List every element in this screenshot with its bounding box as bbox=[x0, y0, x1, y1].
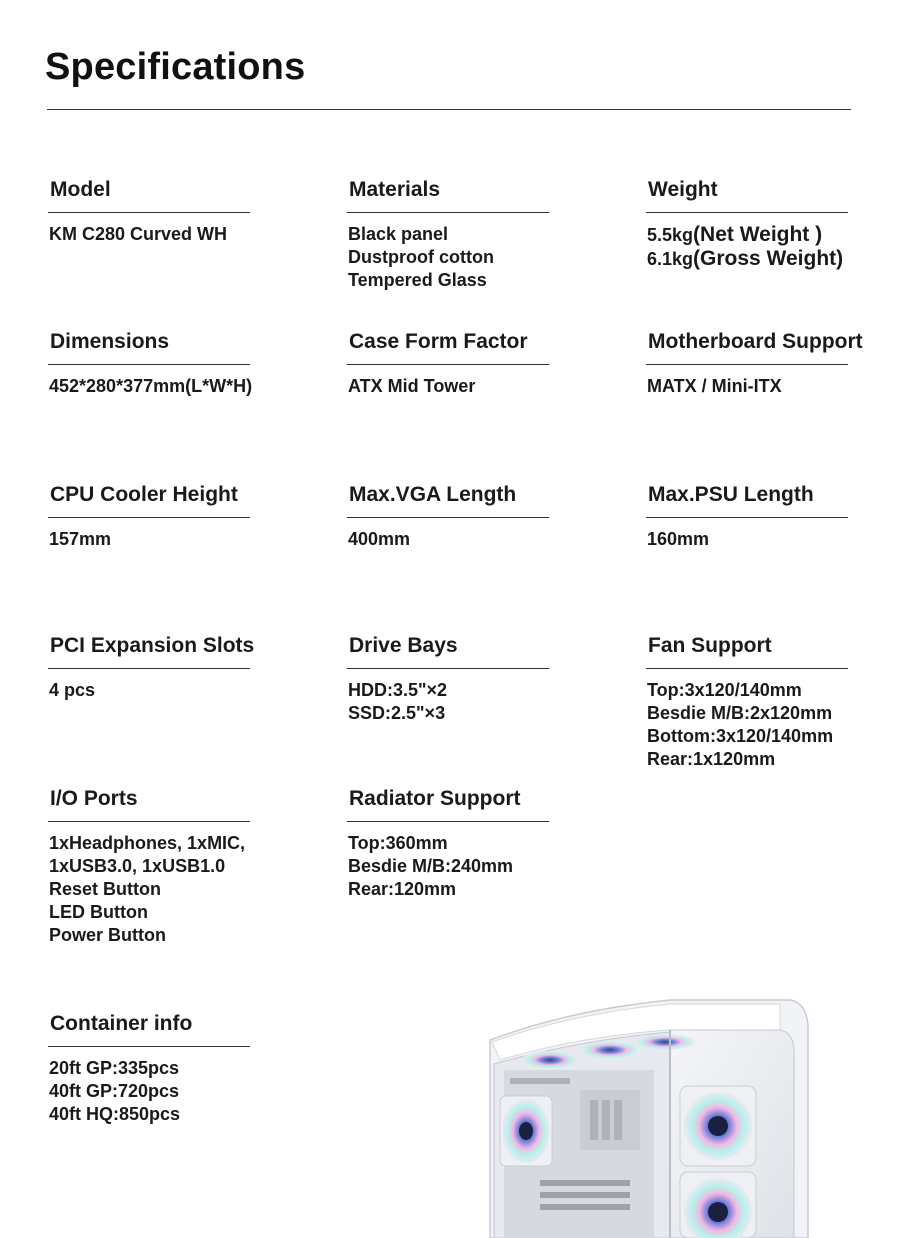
spec-model bbox=[48, 177, 318, 246]
spec-max-psu-length bbox=[646, 482, 916, 551]
spec-divider bbox=[347, 821, 549, 822]
spec-divider bbox=[347, 212, 549, 213]
spec-value-line: 40ft GP:720pcs bbox=[49, 1081, 180, 1101]
weight-value: 5.5kg bbox=[647, 225, 694, 245]
spec-values bbox=[646, 528, 916, 551]
spec-divider bbox=[347, 668, 549, 669]
spec-value-line: Besdie M/B:2x120mm bbox=[647, 703, 833, 723]
spec-i-o-ports bbox=[48, 786, 318, 947]
spec-container-info bbox=[48, 1011, 318, 1126]
spec-value-line bbox=[647, 223, 916, 247]
spec-divider bbox=[48, 668, 250, 669]
spec-label: CPU Cooler Height bbox=[50, 483, 238, 506]
spec-label: Max.VGA Length bbox=[349, 483, 517, 506]
spec-values bbox=[347, 375, 617, 398]
spec-value-line: 1xUSB3.0, 1xUSB1.0 bbox=[49, 856, 226, 876]
spec-materials bbox=[347, 177, 617, 292]
spec-value-line bbox=[647, 247, 916, 271]
spec-radiator-support bbox=[347, 786, 617, 901]
spec-dimensions bbox=[48, 329, 318, 398]
spec-case-form-factor bbox=[347, 329, 617, 398]
spec-label: Radiator Support bbox=[349, 787, 521, 810]
spec-values bbox=[48, 832, 318, 947]
spec-pci-expansion-slots bbox=[48, 633, 318, 702]
spec-label: Materials bbox=[349, 178, 441, 201]
spec-value-line: 4 pcs bbox=[49, 680, 96, 700]
weight-value: 6.1kg bbox=[647, 249, 694, 269]
spec-motherboard-support bbox=[646, 329, 916, 398]
spec-divider bbox=[48, 364, 250, 365]
spec-value-line: Rear:120mm bbox=[348, 879, 457, 899]
spec-value-line: Tempered Glass bbox=[348, 270, 487, 290]
spec-divider bbox=[646, 668, 848, 669]
spec-values bbox=[646, 679, 916, 771]
spec-value-line: HDD:3.5"×2 bbox=[348, 680, 448, 700]
spec-values bbox=[48, 679, 318, 702]
spec-values bbox=[48, 528, 318, 551]
weight-type: (Net Weight ) bbox=[693, 223, 823, 246]
spec-weight bbox=[646, 177, 916, 271]
spec-divider bbox=[646, 517, 848, 518]
title-divider bbox=[47, 109, 851, 110]
spec-label: Fan Support bbox=[648, 634, 772, 657]
spec-cpu-cooler-height bbox=[48, 482, 318, 551]
spec-value-line: Reset Button bbox=[49, 879, 161, 899]
spec-value-line: Power Button bbox=[49, 925, 166, 945]
spec-values bbox=[48, 1057, 318, 1126]
spec-drive-bays bbox=[347, 633, 617, 725]
spec-label: Max.PSU Length bbox=[648, 483, 814, 506]
spec-label: Container info bbox=[50, 1012, 193, 1035]
spec-value-line: 20ft GP:335pcs bbox=[49, 1058, 180, 1078]
spec-label: PCI Expansion Slots bbox=[50, 634, 255, 657]
spec-divider bbox=[347, 364, 549, 365]
spec-divider bbox=[347, 517, 549, 518]
spec-value-line: Dustproof cotton bbox=[348, 247, 494, 267]
spec-divider bbox=[48, 1046, 250, 1047]
spec-value-line: 157mm bbox=[49, 529, 112, 549]
spec-values bbox=[347, 832, 617, 901]
spec-label: Drive Bays bbox=[349, 634, 458, 657]
page-title: Specifications bbox=[45, 46, 306, 88]
spec-values bbox=[48, 223, 318, 246]
spec-divider bbox=[646, 364, 848, 365]
product-image bbox=[480, 990, 820, 1238]
spec-values bbox=[48, 375, 318, 398]
spec-value-line: Besdie M/B:240mm bbox=[348, 856, 514, 876]
spec-value-line: Rear:1x120mm bbox=[647, 749, 776, 769]
spec-values bbox=[646, 223, 916, 271]
spec-value-line: 400mm bbox=[348, 529, 411, 549]
spec-label: I/O Ports bbox=[50, 787, 138, 810]
spec-value-line: 160mm bbox=[647, 529, 710, 549]
spec-value-line: KM C280 Curved WH bbox=[49, 224, 228, 244]
spec-value-line: Top:360mm bbox=[348, 833, 448, 853]
spec-divider bbox=[48, 821, 250, 822]
spec-value-line: SSD:2.5"×3 bbox=[348, 703, 446, 723]
spec-divider bbox=[48, 212, 250, 213]
spec-value-line: 452*280*377mm(L*W*H) bbox=[49, 376, 253, 396]
spec-label: Dimensions bbox=[50, 330, 170, 353]
spec-values bbox=[347, 679, 617, 725]
spec-value-line: Top:3x120/140mm bbox=[647, 680, 802, 700]
weight-type: (Gross Weight) bbox=[693, 247, 844, 270]
spec-max-vga-length bbox=[347, 482, 617, 551]
spec-label: Motherboard Support bbox=[648, 330, 863, 353]
spec-values bbox=[646, 375, 916, 398]
spec-label: Weight bbox=[648, 178, 718, 201]
spec-values bbox=[347, 223, 617, 292]
spec-divider bbox=[48, 517, 250, 518]
spec-divider bbox=[646, 212, 848, 213]
spec-value-line: Black panel bbox=[348, 224, 449, 244]
spec-value-line: MATX / Mini-ITX bbox=[647, 376, 782, 396]
spec-values bbox=[347, 528, 617, 551]
spec-value-line: 1xHeadphones, 1xMIC, bbox=[49, 833, 246, 853]
spec-value-line: Bottom:3x120/140mm bbox=[647, 726, 834, 746]
spec-fan-support bbox=[646, 633, 916, 771]
spec-value-line: 40ft HQ:850pcs bbox=[49, 1104, 181, 1124]
spec-value-line: LED Button bbox=[49, 902, 148, 922]
spec-label: Case Form Factor bbox=[349, 330, 528, 353]
spec-label: Model bbox=[50, 178, 111, 201]
spec-value-line: ATX Mid Tower bbox=[348, 376, 476, 396]
